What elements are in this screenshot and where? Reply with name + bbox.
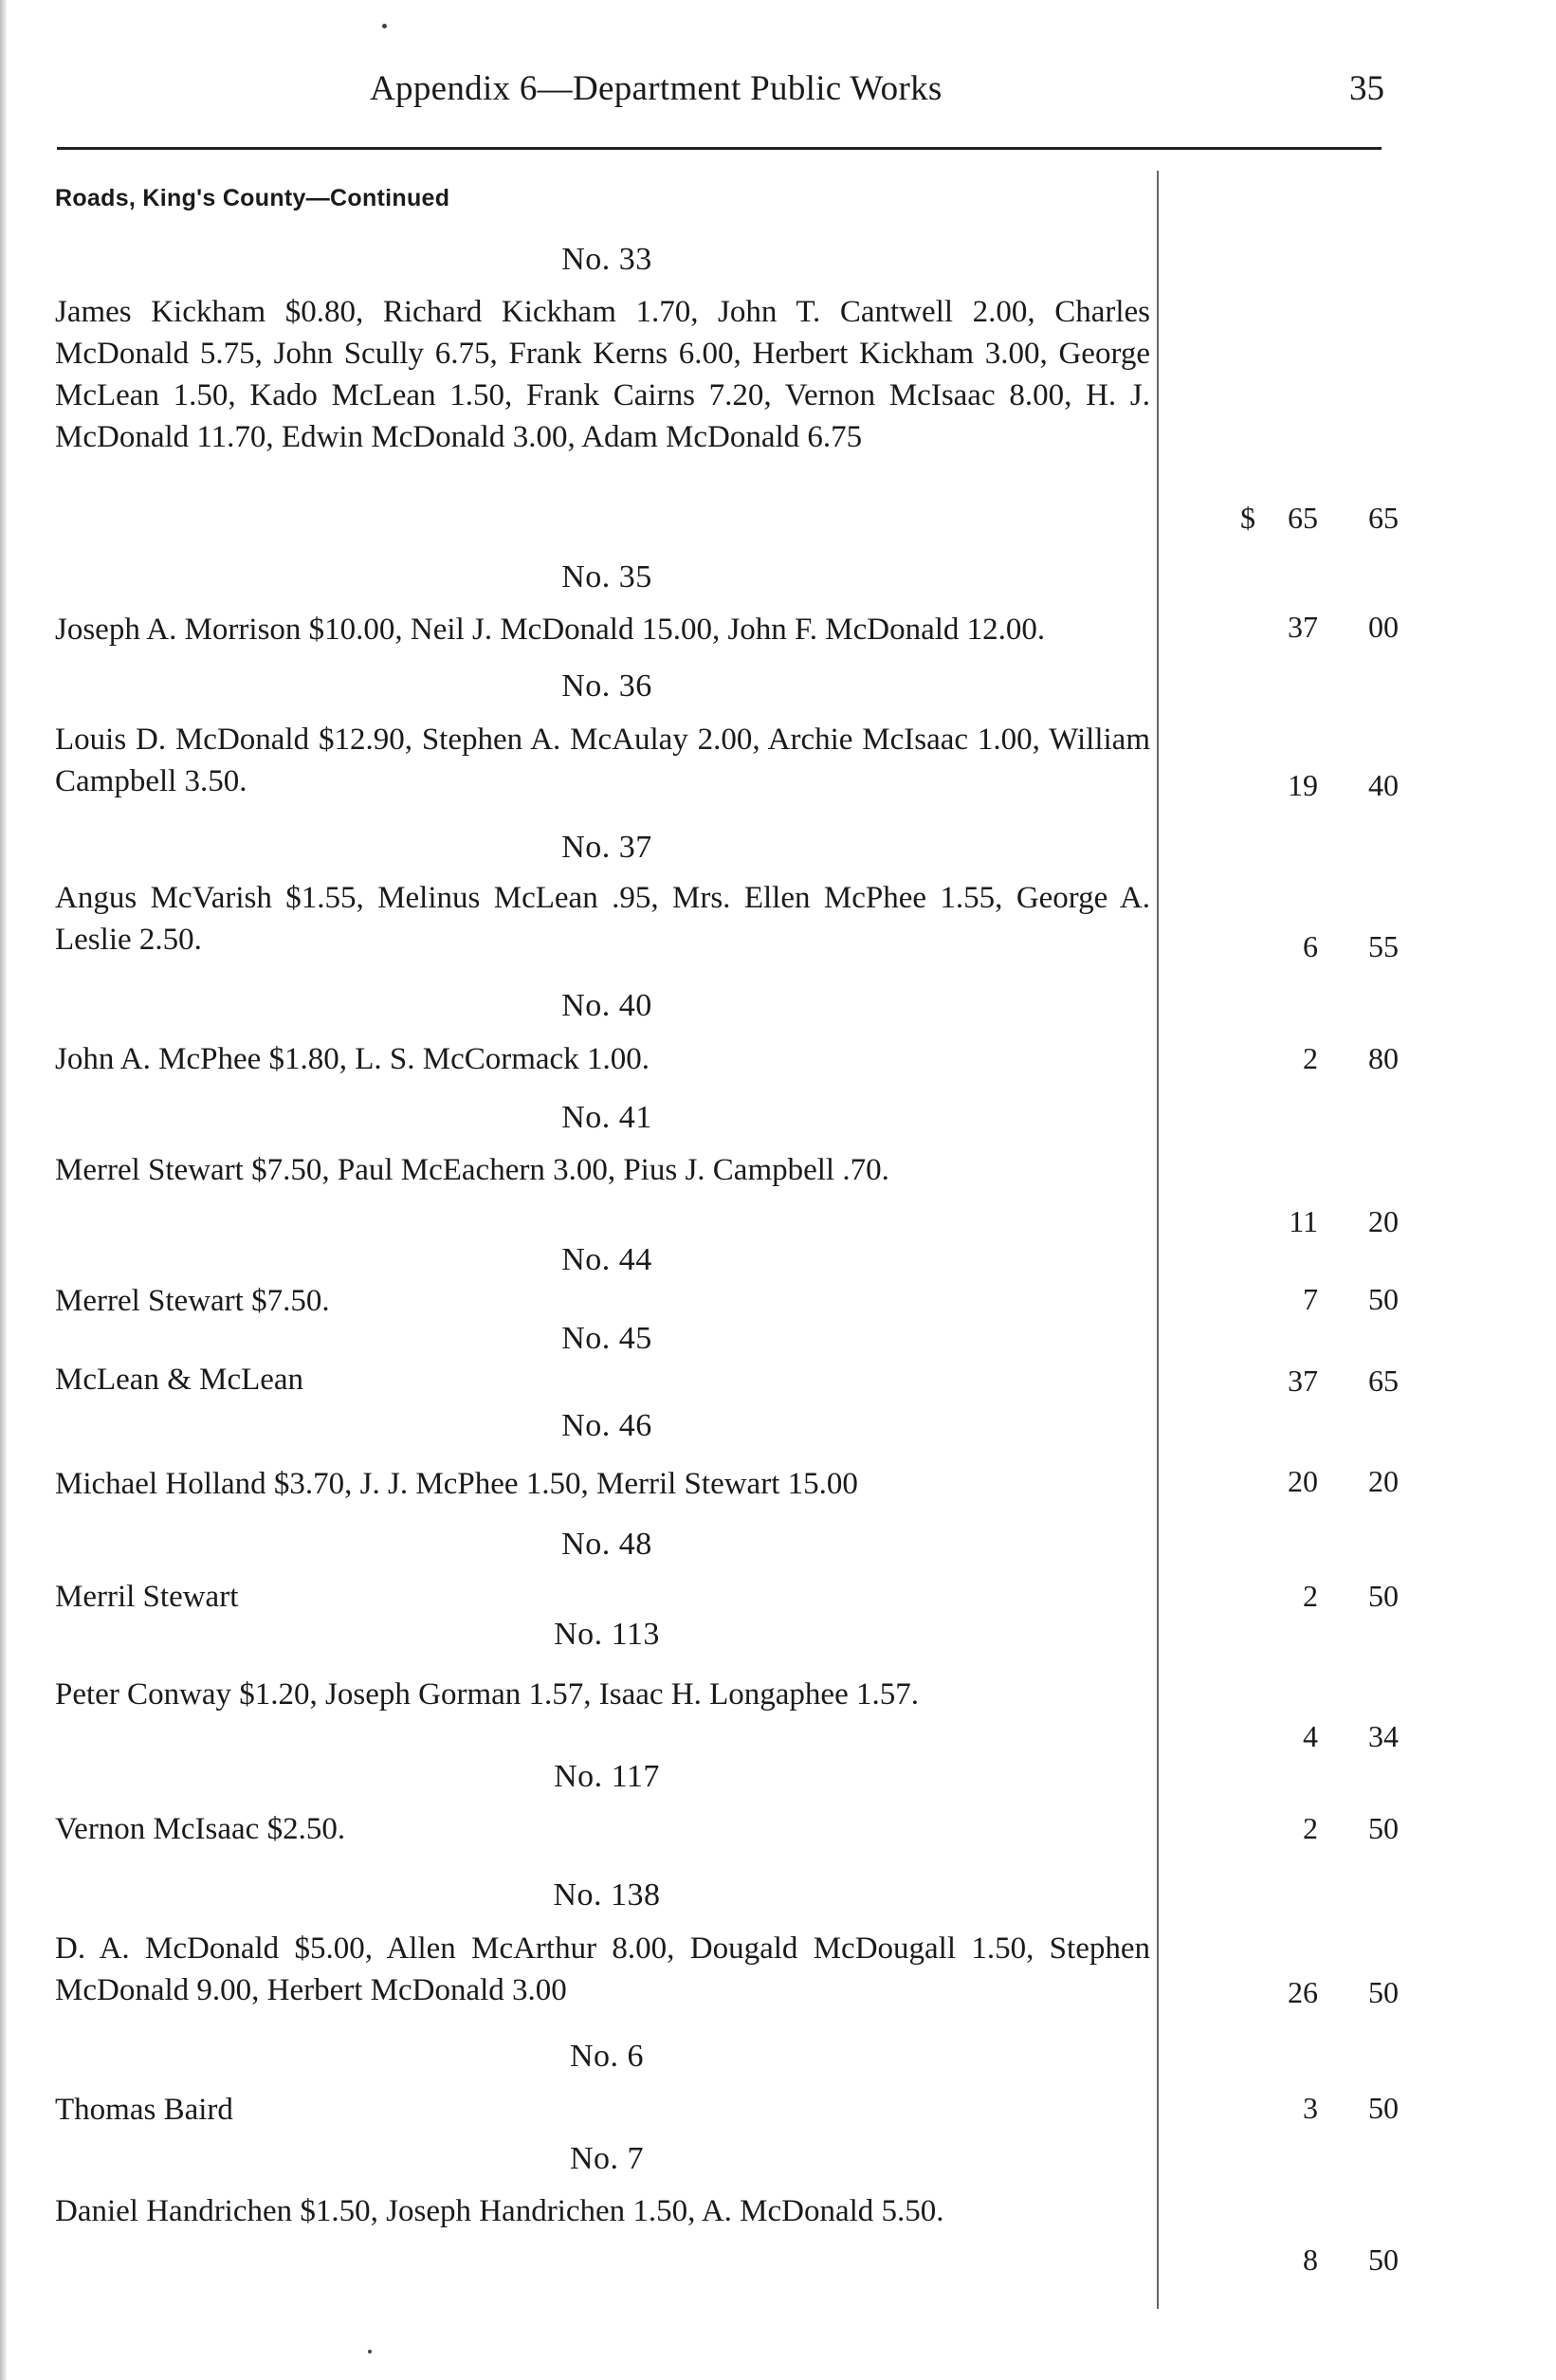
stray-mark bbox=[382, 24, 387, 28]
amount-cents: 50 bbox=[1368, 1282, 1399, 1316]
entry-amount bbox=[1176, 1975, 1399, 2013]
entry-payees: Vernon McIsaac $2.50. bbox=[55, 1812, 346, 1846]
amount-dollars: 8 bbox=[1303, 2243, 1318, 2277]
amount-dollars: 20 bbox=[1288, 1464, 1318, 1498]
entry-amount bbox=[1176, 1041, 1399, 1079]
amount-cents: 20 bbox=[1368, 1464, 1399, 1498]
entry-amount bbox=[1176, 501, 1399, 539]
amount-dollars: 4 bbox=[1303, 1719, 1318, 1753]
page-number: 35 bbox=[1349, 69, 1384, 108]
entry-payees: Merrel Stewart $7.50. bbox=[55, 1284, 330, 1318]
entry-payees: Daniel Handrichen $1.50, Joseph Handrichen 1.50, A. McDonald 5.50. bbox=[55, 2194, 944, 2228]
entry-number: No. 45 bbox=[561, 1321, 652, 1356]
entry-payees: McLean & McLean bbox=[55, 1363, 304, 1397]
entry-number: No. 7 bbox=[569, 2141, 645, 2176]
amount-dollars: 3 bbox=[1303, 2091, 1318, 2125]
entry-amount bbox=[1176, 1719, 1399, 1757]
amount-cents: 34 bbox=[1368, 1719, 1399, 1753]
entry-payees: Peter Conway $1.20, Joseph Gorman 1.57, Isaac H. Longaphee 1.57. bbox=[55, 1677, 919, 1712]
currency-sign: $ bbox=[1240, 501, 1255, 535]
amount-cents: 55 bbox=[1368, 929, 1399, 963]
entry-payees: Merril Stewart bbox=[55, 1580, 239, 1614]
entry-number: No. 37 bbox=[561, 830, 652, 865]
entry-number: No. 117 bbox=[554, 1759, 660, 1794]
entry-amount bbox=[1176, 610, 1399, 648]
entry-payees: Louis D. McDonald $12.90, Stephen A. McAulay 2.00, Archie McIsaac 1.00, William Campbell 3.50. bbox=[55, 723, 1150, 798]
amount-dollars: 2 bbox=[1303, 1579, 1318, 1613]
amount-cents: 50 bbox=[1368, 2243, 1399, 2277]
entry-amount bbox=[1176, 1811, 1399, 1849]
entry-amount bbox=[1176, 1282, 1399, 1320]
amount-cents: 50 bbox=[1368, 2091, 1399, 2125]
amount-dollars: 6 bbox=[1303, 929, 1318, 963]
amount-dollars: 37 bbox=[1288, 1364, 1318, 1398]
entry-number: No. 138 bbox=[553, 1877, 661, 1913]
page-title: Appendix 6—Department Public Works bbox=[370, 69, 943, 108]
entry-number: No. 35 bbox=[561, 559, 652, 595]
entry-amount bbox=[1176, 2091, 1399, 2129]
amount-cents: 40 bbox=[1368, 768, 1399, 802]
amount-dollars: 2 bbox=[1303, 1041, 1318, 1075]
amount-cents: 50 bbox=[1368, 1811, 1399, 1845]
entry-number: No. 113 bbox=[554, 1617, 660, 1652]
amount-cents: 65 bbox=[1368, 501, 1399, 535]
entry-amount bbox=[1176, 1364, 1399, 1401]
amount-cents: 20 bbox=[1368, 1204, 1399, 1238]
amount-cents: 50 bbox=[1368, 1579, 1399, 1613]
amount-cents: 65 bbox=[1368, 1364, 1399, 1398]
entry-payees: Joseph A. Morrison $10.00, Neil J. McDonald 15.00, John F. McDonald 12.00. bbox=[55, 613, 1046, 647]
amount-dollars: 7 bbox=[1303, 1282, 1318, 1316]
entry-amount bbox=[1176, 929, 1399, 967]
amount-dollars: 37 bbox=[1288, 610, 1318, 644]
entry-number: No. 48 bbox=[561, 1527, 652, 1562]
entry-number: No. 46 bbox=[561, 1408, 652, 1443]
amount-dollars: 11 bbox=[1289, 1204, 1318, 1238]
entry-number: No. 33 bbox=[561, 242, 652, 277]
entry-number: No. 40 bbox=[561, 988, 652, 1023]
entry-payees: John A. McPhee $1.80, L. S. McCormack 1.00. bbox=[55, 1042, 650, 1076]
amount-dollars: 19 bbox=[1288, 768, 1318, 802]
entry-amount bbox=[1176, 1464, 1399, 1502]
amount-dollars: 2 bbox=[1303, 1811, 1318, 1845]
entry-number: No. 44 bbox=[561, 1242, 652, 1277]
entry-payees: Angus McVarish $1.55, Melinus McLean .95, Mrs. Ellen McPhee 1.55, George A. Leslie 2.50. bbox=[55, 881, 1150, 957]
entry-amount bbox=[1176, 2243, 1399, 2280]
entry-number: No. 36 bbox=[561, 668, 652, 704]
entry-payees: James Kickham $0.80, Richard Kickham 1.70, John T. Cantwell 2.00, Charles McDonald 5.75, John Scully 6.75, Frank Kerns 6.00, Herbert Kickham 3.00, George McLean 1.50, Kado McLean 1.50, Frank Cairns 7.20, Vernon McIsaac 8.00, H. J. McDonald 11.70, Edwin McDonald 3.00, Adam McDonald 6.75 bbox=[55, 295, 1150, 454]
entry-payees: Michael Holland $3.70, J. J. McPhee 1.50, Merril Stewart 15.00 bbox=[55, 1467, 858, 1501]
amount-cents: 00 bbox=[1368, 610, 1399, 644]
amount-dollars: 26 bbox=[1288, 1975, 1318, 2009]
entry-payees: Merrel Stewart $7.50, Paul McEachern 3.00, Pius J. Campbell .70. bbox=[55, 1153, 889, 1187]
amount-cents: 80 bbox=[1368, 1041, 1399, 1075]
amount-cents: 50 bbox=[1368, 1975, 1399, 2009]
entry-payees: D. A. McDonald $5.00, Allen McArthur 8.00, Dougald McDougall 1.50, Stephen McDonald 9.00, Herbert McDonald 3.00 bbox=[55, 1931, 1150, 2007]
entry-number: No. 6 bbox=[569, 2039, 645, 2074]
section-heading: Roads, King's County—Continued bbox=[55, 185, 450, 211]
entry-number: No. 41 bbox=[561, 1100, 652, 1135]
stray-mark bbox=[368, 2350, 372, 2353]
amount-dollars: 65 bbox=[1288, 501, 1318, 535]
entry-amount bbox=[1176, 1579, 1399, 1617]
entry-amount bbox=[1176, 1204, 1399, 1242]
entry-amount bbox=[1176, 768, 1399, 806]
entry-payees: Thomas Baird bbox=[55, 2093, 233, 2127]
